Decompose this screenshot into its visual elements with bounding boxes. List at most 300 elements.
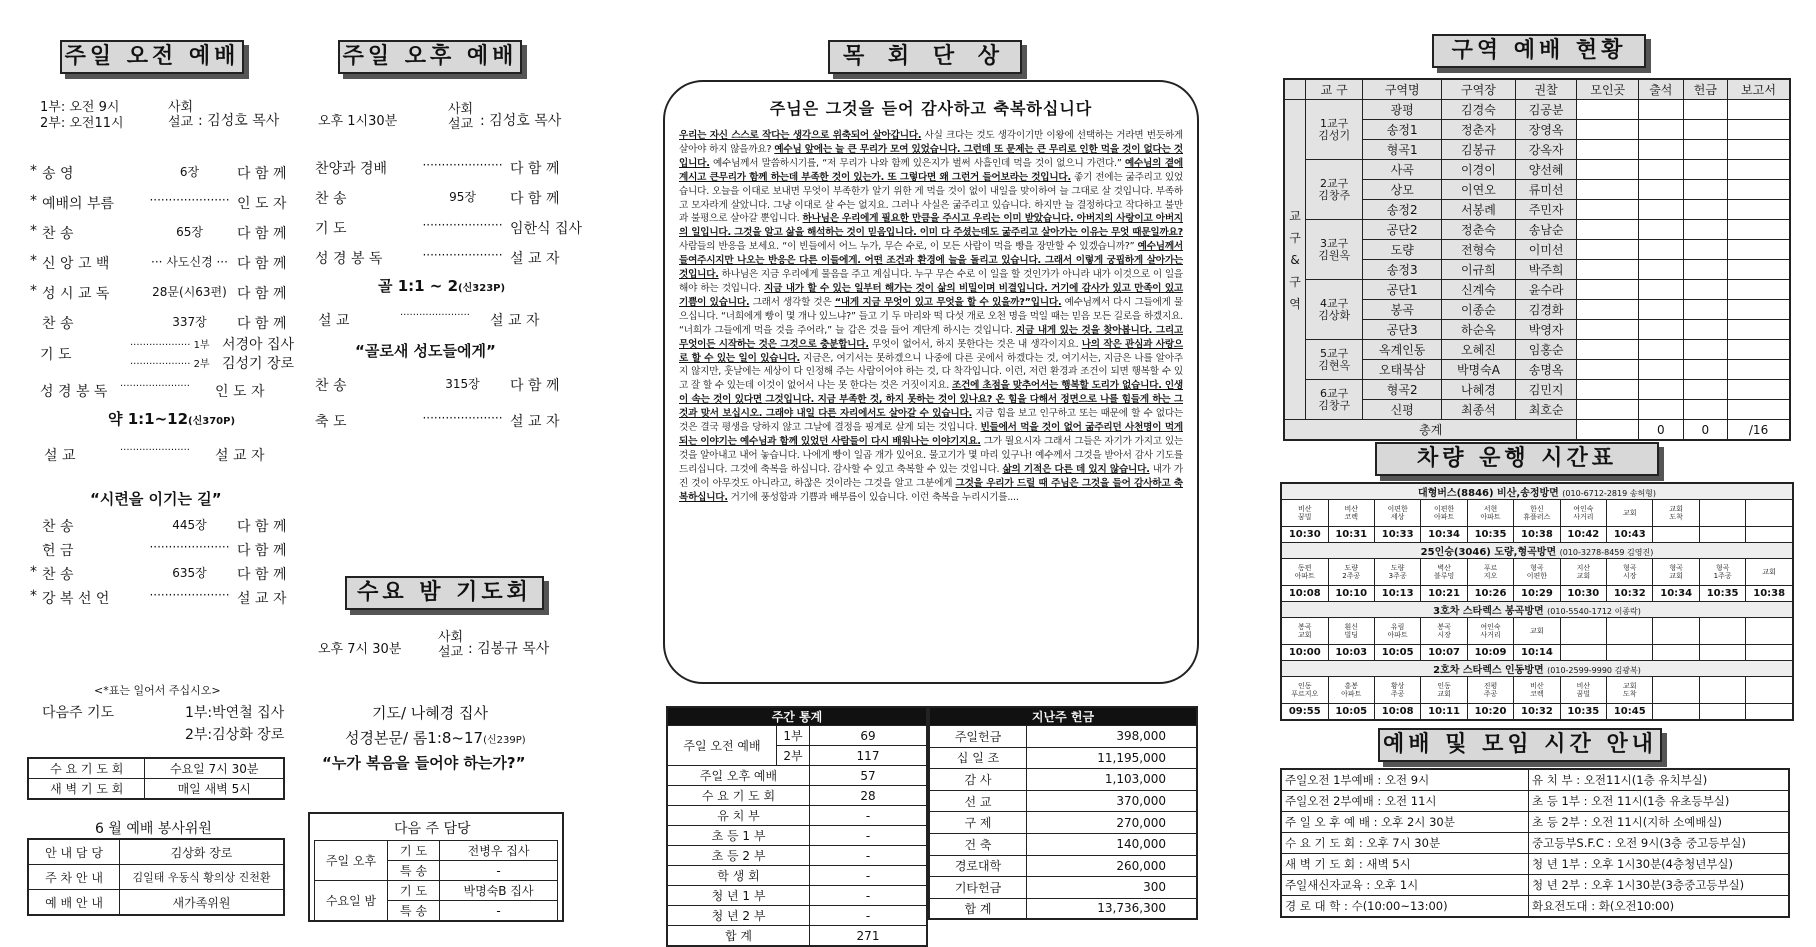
- district-cell: 봉곡: [1363, 300, 1442, 320]
- article-segment: 예수님께서 들여주시지만 나오는 반응은 다른 이들에게. 어떤 조건과 환경에 늘을 돌리고 있습니다. 그래서 이렇게 궁핍하게 살아가는 것입니다.: [679, 241, 1183, 281]
- district-column-header: 헌금: [1683, 79, 1728, 100]
- offering-label: 경로대학: [929, 855, 1027, 877]
- district-cell: 정춘숙: [1442, 220, 1516, 240]
- district-group-name: 3교구 김원옥: [1306, 220, 1363, 280]
- stats-value: -: [810, 886, 928, 906]
- meeting-left: 주 일 오 후 예 배 : 오후 2시 30분: [1281, 812, 1529, 833]
- attendance-cell[interactable]: [1639, 300, 1684, 320]
- june-volunteers-title: 6 월 예배 봉사위원: [95, 821, 212, 837]
- order-item-who: 다 함 께: [237, 567, 287, 583]
- attendance-cell[interactable]: [1639, 220, 1684, 240]
- offering-amount: 140,000: [1027, 833, 1198, 855]
- wednesday-host-label: 사회 설교: [438, 630, 464, 660]
- duty-name: 주 차 안 내: [28, 865, 120, 890]
- district-cell: 송명옥: [1515, 360, 1577, 380]
- offering-label: 건 축: [929, 833, 1027, 855]
- offering-label: 주일헌금: [929, 726, 1027, 748]
- attendance-cell[interactable]: [1639, 120, 1684, 140]
- bus-stop: [1746, 677, 1793, 704]
- meeting-place-cell[interactable]: [1577, 140, 1639, 160]
- bus-stop: 진평 주공: [1467, 677, 1513, 704]
- attendance-cell[interactable]: [1639, 380, 1684, 400]
- order-item: [315, 188, 580, 208]
- district-cell: 오혜진: [1442, 340, 1516, 360]
- bus-time: 10:00: [1281, 645, 1328, 661]
- order-item: [30, 516, 307, 536]
- meeting-right: 화요전도대 : 화(오전10:00): [1529, 896, 1790, 918]
- report-cell[interactable]: [1728, 200, 1790, 220]
- order-item-mid: 337장: [172, 315, 207, 329]
- morning-scripture-read: 성 경 봉 독: [40, 384, 108, 400]
- bus-route-name: 3호차 스타렉스 봉곡방면: [1433, 606, 1544, 617]
- offering-cell[interactable]: [1683, 280, 1728, 300]
- district-header: 구역 예배 현황: [1432, 34, 1646, 68]
- order-item-mid: ·····················: [422, 248, 503, 262]
- attendance-cell[interactable]: [1639, 340, 1684, 360]
- next-prayer-label: 다음주 기도: [42, 705, 115, 721]
- stats-value: -: [810, 826, 928, 846]
- meeting-place-cell[interactable]: [1577, 300, 1639, 320]
- bus-stop: [1699, 618, 1745, 645]
- order-item: [30, 223, 307, 243]
- report-cell[interactable]: [1728, 360, 1790, 380]
- order-item-mid: 65장: [176, 225, 203, 239]
- stats-value: 28: [810, 786, 928, 806]
- bus-stop: 황상 주공: [1374, 677, 1420, 704]
- district-cell: 도량: [1363, 240, 1442, 260]
- bus-stop: 교회: [1746, 559, 1793, 586]
- bus-time: 10:11: [1421, 704, 1467, 721]
- bus-time: 10:10: [1328, 586, 1374, 602]
- district-cell: 정춘자: [1442, 120, 1516, 140]
- report-cell[interactable]: [1728, 380, 1790, 400]
- article-segment: 지금 내게 있는 것을 찾아봅니다. 그리고 무엇이든 시작하는 것은 그것으로 충분합니다.: [679, 324, 1183, 350]
- bus-stop: 벽산 블루밍: [1421, 559, 1467, 586]
- stats-label: 주일 오전 예배: [667, 726, 777, 766]
- offering-label: 십 일 조: [929, 747, 1027, 769]
- order-item: [315, 218, 583, 238]
- report-cell[interactable]: [1728, 400, 1790, 420]
- bus-route-phone: (010-3278-8459 김영진): [1559, 548, 1654, 557]
- offering-cell[interactable]: [1683, 140, 1728, 160]
- report-cell[interactable]: [1728, 280, 1790, 300]
- order-item-who: 설 교 자: [237, 591, 287, 607]
- order-item-mid: ·····················: [422, 218, 503, 232]
- district-cell: 최호순: [1515, 400, 1577, 420]
- district-cell: 장영옥: [1515, 120, 1577, 140]
- morning-prayer-label: 기 도: [40, 347, 72, 363]
- district-group-name: 1교구 김성기: [1306, 100, 1363, 160]
- offering-amount: 11,195,000: [1027, 747, 1198, 769]
- bus-time: 10:14: [1514, 645, 1560, 661]
- order-item-mid: 28문(시63편): [152, 285, 227, 299]
- order-item-mid: 445장: [172, 518, 207, 532]
- order-item: [30, 193, 307, 213]
- duty-person: 김일태 우동식 황의상 진천환: [120, 865, 285, 890]
- order-item: [30, 163, 307, 183]
- order-item-mid: 315장: [445, 377, 480, 391]
- bus-time: 10:38: [1514, 527, 1560, 543]
- district-cell: 전형숙: [1442, 240, 1516, 260]
- bus-stop: 비산 꿈빌: [1560, 677, 1606, 704]
- district-cell: 광평: [1363, 100, 1442, 120]
- article-segment: 거기에 풍성함과 기쁨과 배부름이 있습니다. 이런 축복을 누리시기를....: [727, 491, 1019, 503]
- morning-sermon-title: “시련을 이기는 길”: [90, 490, 222, 508]
- district-cell: 상모: [1363, 180, 1442, 200]
- report-cell[interactable]: [1728, 140, 1790, 160]
- next-week-box: [308, 812, 564, 922]
- article-segment: 예수님께서 말씀하시기를, “저 무리가 나와 함께 있은지가 벌써 사흘인데 먹을 것이 없으니 가련다.”: [709, 157, 1125, 169]
- order-item: [315, 248, 580, 268]
- report-cell[interactable]: [1728, 300, 1790, 320]
- attendance-cell[interactable]: [1639, 400, 1684, 420]
- stats-value: 117: [810, 746, 928, 766]
- order-item-mid: 6장: [179, 165, 200, 179]
- article-segment: 나의 작은 관심과 사랑으로 할 수 있는 일이 있습니다.: [679, 338, 1183, 364]
- bus-stop: 비산 코렉: [1328, 500, 1374, 527]
- order-item-mid: ·····················: [149, 588, 230, 602]
- article-segment: 예수님의 곁에 계시고 큰무리가 함께 하는데 부족한 것이 있는가. 또 그렇다면 왜 그런거 들어보라는 것입니다.: [679, 157, 1183, 183]
- offering-cell[interactable]: [1683, 260, 1728, 280]
- pastor-article: [663, 80, 1199, 684]
- district-column-header: 모인곳: [1577, 79, 1639, 100]
- bus-time: [1699, 527, 1745, 543]
- meeting-place-cell[interactable]: [1577, 340, 1639, 360]
- wednesday-header: 수요 밤 기도회: [345, 576, 544, 610]
- offering-cell[interactable]: [1683, 340, 1728, 360]
- meeting-place-cell[interactable]: [1577, 220, 1639, 240]
- bus-stop: 푸르 지오: [1467, 559, 1513, 586]
- order-item: [30, 313, 307, 333]
- bus-stop: 형곡 교회: [1653, 559, 1699, 586]
- stats-label: 주일 오후 예배: [667, 766, 810, 786]
- meeting-place-cell[interactable]: [1577, 100, 1639, 120]
- order-item-who: 설 교 자: [510, 414, 560, 430]
- bus-stop: 도량 3주공: [1374, 559, 1420, 586]
- stats-label: 수 요 기 도 회: [667, 786, 810, 806]
- bus-stop: 형곡 1주공: [1699, 559, 1745, 586]
- stats-value: 69: [810, 726, 928, 746]
- morning-sermon-label: 설 교: [44, 448, 76, 464]
- schedule-time: 수요일 7시 30분: [145, 758, 284, 779]
- stats-sub: 2부: [777, 746, 810, 766]
- district-cell: 박명숙A: [1442, 360, 1516, 380]
- district-group-name: 6교구 김창구: [1306, 380, 1363, 420]
- report-cell[interactable]: [1728, 240, 1790, 260]
- article-segment: 삶의 기적은 다른 데 있지 않습니다.: [1002, 463, 1150, 475]
- afternoon-host: : 김성호 목사: [480, 113, 562, 129]
- district-column-header: 구역명: [1363, 79, 1442, 100]
- meeting-place-cell[interactable]: [1577, 120, 1639, 140]
- district-column-header: 권찰: [1515, 79, 1577, 100]
- offering-cell[interactable]: [1683, 360, 1728, 380]
- meeting-place-cell[interactable]: [1577, 180, 1639, 200]
- meeting-left: 주일오전 1부예배 : 오전 9시: [1281, 769, 1529, 791]
- bus-stop: 인동 교회: [1421, 677, 1467, 704]
- bus-stop: 도량 2주공: [1328, 559, 1374, 586]
- offering-amount: 270,000: [1027, 812, 1198, 834]
- order-item: [30, 540, 307, 560]
- district-cell: 송정2: [1363, 200, 1442, 220]
- next-week-role: 기 도: [388, 881, 440, 901]
- district-cell: 공단2: [1363, 220, 1442, 240]
- bus-time: 10:03: [1328, 645, 1374, 661]
- order-item-mid: ·····················: [149, 540, 230, 554]
- bus-time: [1746, 704, 1793, 721]
- attendance-cell[interactable]: [1639, 360, 1684, 380]
- order-item-name: 기 도: [315, 221, 347, 237]
- article-segment: 지금은, 여기서는 못하겠으니 나중에 다른 곳에서 하겠다는 것, 여기서는, 지금은 나를 알아주지 않지만, 훗날에는 세상이 다 인정해 주는 사람이어야 하는 것, 다 착각입니다. 이런, 저런 환경과 조건이 되면 행복할 수 있고 잘 할 수 있는데 이것이 없어서 나는 못 한다는 것은 거짓이지요.: [679, 352, 1183, 392]
- bus-time: 10:05: [1328, 704, 1374, 721]
- bus-stop: 흥봉 아파트: [1328, 677, 1374, 704]
- stats-label: 초 등 1 부: [667, 826, 810, 846]
- offering-cell[interactable]: [1683, 240, 1728, 260]
- next-week-service: 주일 오후: [315, 841, 388, 881]
- meeting-place-cell[interactable]: [1577, 400, 1639, 420]
- offering-cell[interactable]: [1683, 400, 1728, 420]
- next-week-person: 전병우 집사: [440, 841, 558, 861]
- bus-time: 10:43: [1607, 527, 1653, 543]
- meeting-place-cell[interactable]: [1577, 240, 1639, 260]
- pastor-column-header: 목 회 단 상: [828, 40, 1022, 74]
- article-segment: 그래서 생각할 것은: [749, 296, 835, 308]
- bus-stop: 동편 아파트: [1281, 559, 1328, 586]
- article-segment: 그것을 우리가 드릴 때 주님은 그것을 들어 감사하고 축복하십니다.: [679, 477, 1183, 503]
- meeting-place-cell[interactable]: [1577, 320, 1639, 340]
- order-item-name: 축 도: [315, 414, 347, 430]
- bus-stop: [1699, 500, 1745, 527]
- bus-stop: 교회 도착: [1653, 500, 1699, 527]
- afternoon-sermon-who: 설 교 자: [490, 313, 540, 329]
- meeting-place-cell[interactable]: [1577, 200, 1639, 220]
- district-head-corner: [1284, 79, 1306, 100]
- article-segment: 무엇이 없어서, 하지 못한다는 것은 내 생각이지요.: [868, 338, 1082, 350]
- order-item-mid: ·····················: [149, 193, 230, 207]
- attendance-cell[interactable]: [1639, 100, 1684, 120]
- district-cell: 이미선: [1515, 240, 1577, 260]
- offering-label: 기타헌금: [929, 877, 1027, 899]
- meetings-header: 예배 및 모임 시간 안내: [1378, 728, 1662, 762]
- attendance-cell[interactable]: [1639, 260, 1684, 280]
- bus-time: 10:32: [1607, 586, 1653, 602]
- bus-stop: [1560, 618, 1606, 645]
- afternoon-sermon-label: 설 교: [318, 313, 350, 329]
- attendance-cell[interactable]: [1639, 160, 1684, 180]
- offering-amount: 370,000: [1027, 790, 1198, 812]
- bus-time: [1746, 527, 1793, 543]
- offering-cell[interactable]: [1683, 300, 1728, 320]
- order-item-who: 다 함 께: [510, 191, 560, 207]
- district-cell: 윤수라: [1515, 280, 1577, 300]
- bus-time: 10:09: [1467, 645, 1513, 661]
- article-segment: “내게 지금 무엇이 있고 무엇을 할 수 있을까?”입니다.: [834, 296, 1062, 308]
- district-cell: 이종순: [1442, 300, 1516, 320]
- duty-name: 안 내 담 당: [28, 839, 120, 865]
- district-cell: 하순옥: [1442, 320, 1516, 340]
- bus-time: [1746, 645, 1793, 661]
- bus-stop: [1746, 500, 1793, 527]
- bus-stop: [1607, 618, 1653, 645]
- article-segment: 사람들의 반응을 보세요. “이 빈들에서 어느 누가, 무슨 수로, 이 모든 사람이 먹을 빵을 장만할 수 있겠습니까?”: [679, 241, 1138, 253]
- meeting-place-cell[interactable]: [1577, 160, 1639, 180]
- report-cell[interactable]: [1728, 340, 1790, 360]
- order-item: [315, 158, 580, 178]
- morning-scripture: 약 1:1~12(신370P): [108, 410, 236, 428]
- meeting-right: 청 년 1부 : 오후 1시30분(4층청년부실): [1529, 854, 1790, 875]
- attendance-cell[interactable]: [1639, 320, 1684, 340]
- bus-stop: 교회: [1514, 618, 1560, 645]
- offering-cell[interactable]: [1683, 220, 1728, 240]
- bus-time: 10:20: [1467, 704, 1513, 721]
- bus-stop: 여인숙 사거리: [1560, 500, 1606, 527]
- next-week-person: 박명숙B 집사: [440, 881, 558, 901]
- morning-host-label: 사회 설교: [168, 100, 194, 130]
- next-prayer-1: 1부:박연철 집사: [185, 705, 285, 721]
- attendance-cell[interactable]: [1639, 280, 1684, 300]
- order-item-star: *: [30, 564, 37, 580]
- district-cell: 사곡: [1363, 160, 1442, 180]
- offering-cell[interactable]: [1683, 120, 1728, 140]
- stats-value: 57: [810, 766, 928, 786]
- attendance-cell[interactable]: [1639, 200, 1684, 220]
- article-segment: 지금 힘을 보고 인구하고 또는 때문에 할 수 없다는 것은 결국 평생을 당하지 않고 그날에 결정을 핑계로 살게 되는 것입니다.: [679, 408, 1184, 434]
- bus-time: 10:34: [1421, 527, 1467, 543]
- stats-label: 합 계: [667, 926, 810, 947]
- order-item-name: 성 시 교 독: [42, 286, 110, 302]
- order-item-name: 예배의 부름: [42, 196, 115, 212]
- bus-time: 10:38: [1746, 586, 1793, 602]
- attendance-cell[interactable]: [1639, 180, 1684, 200]
- order-item-name: 찬 송: [42, 226, 74, 242]
- order-item-who: 다 함 께: [510, 378, 560, 394]
- offering-cell[interactable]: [1683, 100, 1728, 120]
- district-group-name: 4교구 김상화: [1306, 280, 1363, 340]
- offering-cell[interactable]: [1683, 180, 1728, 200]
- weekly-stats-table: [666, 706, 928, 947]
- meeting-place-cell[interactable]: [1577, 260, 1639, 280]
- wednesday-time: 오후 7시 30분: [318, 642, 402, 657]
- report-cell[interactable]: [1728, 320, 1790, 340]
- stats-value: -: [810, 906, 928, 926]
- offering-cell[interactable]: [1683, 160, 1728, 180]
- wednesday-host: : 김봉규 목사: [468, 641, 550, 657]
- district-column-header: 보고서: [1728, 79, 1790, 100]
- bus-time: 10:45: [1607, 704, 1653, 721]
- district-side-label: 교 구 & 구 역: [1284, 100, 1306, 420]
- meeting-left: 새 벽 기 도 회 : 새벽 5시: [1281, 854, 1529, 875]
- offering-label: 선 교: [929, 790, 1027, 812]
- order-item-star: *: [30, 588, 37, 604]
- district-cell: 신평: [1363, 400, 1442, 420]
- bus-time: [1653, 527, 1699, 543]
- attendance-cell[interactable]: [1639, 240, 1684, 260]
- offering-label: 구 제: [929, 812, 1027, 834]
- bus-stop: 이편한 아파트: [1421, 500, 1467, 527]
- bus-stop: 비산 코렉: [1514, 677, 1560, 704]
- offering-amount: 260,000: [1027, 855, 1198, 877]
- order-item-name: 신 앙 고 백: [42, 256, 110, 272]
- attendance-cell[interactable]: [1639, 140, 1684, 160]
- offering-table: [928, 706, 1198, 920]
- meeting-left: 수 요 기 도 회 : 오후 7시 30분: [1281, 833, 1529, 854]
- morning-prayer-1-who: 서경아 집사: [222, 337, 295, 353]
- bus-time: 10:21: [1421, 586, 1467, 602]
- order-item-name: 헌 금: [42, 543, 74, 559]
- bus-stop: 교회 도착: [1607, 677, 1653, 704]
- report-cell[interactable]: [1728, 180, 1790, 200]
- bus-route-title: [1281, 602, 1793, 618]
- bus-stop: 흰신 빌딩: [1328, 618, 1374, 645]
- order-item-star: *: [30, 283, 37, 299]
- order-item-star: *: [30, 253, 37, 269]
- bus-time: 10:30: [1560, 586, 1606, 602]
- bus-time: [1699, 645, 1745, 661]
- district-cell: 신계숙: [1442, 280, 1516, 300]
- offering-title: 지난주 헌금: [929, 707, 1197, 726]
- offering-cell[interactable]: [1683, 380, 1728, 400]
- district-cell: 김경숙: [1442, 100, 1516, 120]
- report-cell[interactable]: [1728, 260, 1790, 280]
- schedule-name: 새 벽 기 도 회: [28, 779, 145, 800]
- bus-time: 10:42: [1560, 527, 1606, 543]
- afternoon-sermon-title: “골로새 성도들에게”: [355, 342, 496, 360]
- district-total-attend: 0: [1639, 420, 1684, 441]
- next-week-title: 다음 주 담당: [394, 821, 471, 837]
- bus-time: 10:30: [1281, 527, 1328, 543]
- wednesday-sermon-title: “누가 복음을 들어야 하는가?”: [322, 754, 526, 772]
- district-total-offering: 0: [1683, 420, 1728, 441]
- district-cell: 이연오: [1442, 180, 1516, 200]
- pastor-article-title: 주님은 그것을 듣어 감사하고 축복하십니다: [769, 99, 1093, 118]
- district-cell: 나혜경: [1442, 380, 1516, 400]
- offering-cell[interactable]: [1683, 200, 1728, 220]
- order-item-who: 임한식 집사: [510, 221, 583, 237]
- report-cell[interactable]: [1728, 100, 1790, 120]
- bus-route-phone: (010-2599-9990 김광복): [1547, 666, 1641, 675]
- bus-stop: 교회: [1607, 500, 1653, 527]
- order-item-who: 다 함 께: [510, 161, 560, 177]
- morning-service-header: 주일 오전 예배: [60, 40, 244, 74]
- stats-value: -: [810, 866, 928, 886]
- district-cell: 박영자: [1515, 320, 1577, 340]
- order-item: [30, 564, 307, 584]
- bus-time: 10:31: [1328, 527, 1374, 543]
- order-item-name: 찬 송: [42, 519, 74, 535]
- bus-time: 10:05: [1374, 645, 1420, 661]
- meeting-place-cell[interactable]: [1577, 360, 1639, 380]
- district-total-report: /16: [1728, 420, 1790, 441]
- order-item-star: [30, 313, 42, 333]
- district-cell: 임홍순: [1515, 340, 1577, 360]
- bus-time: [1560, 645, 1606, 661]
- bus-time: [1607, 645, 1653, 661]
- district-table: [1283, 78, 1791, 441]
- stats-label: 학 생 회: [667, 866, 810, 886]
- stats-label: 청 년 1 부: [667, 886, 810, 906]
- report-cell[interactable]: [1728, 160, 1790, 180]
- report-cell[interactable]: [1728, 220, 1790, 240]
- order-item-who: 다 함 께: [237, 286, 287, 302]
- meeting-right: 중고등부S.F.C : 오전 9시(3층 중고등부실): [1529, 833, 1790, 854]
- bus-stop: 유림 아파트: [1374, 618, 1420, 645]
- meeting-place-cell[interactable]: [1577, 280, 1639, 300]
- morning-prayer-1: ··················· 1부: [130, 340, 210, 351]
- stats-sub: 1부: [777, 726, 810, 746]
- meeting-place-cell[interactable]: [1577, 380, 1639, 400]
- offering-cell[interactable]: [1683, 320, 1728, 340]
- report-cell[interactable]: [1728, 120, 1790, 140]
- district-cell: 이규희: [1442, 260, 1516, 280]
